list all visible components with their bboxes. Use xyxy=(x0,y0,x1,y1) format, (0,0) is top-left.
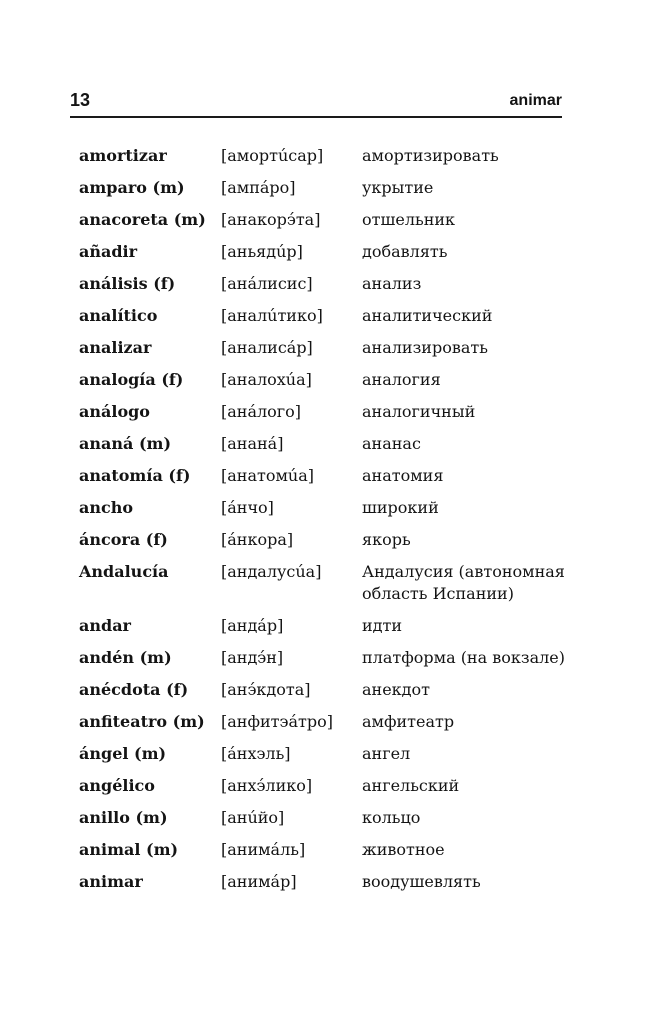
pronunciation: [анатомúа] xyxy=(221,466,314,485)
headword: ancho xyxy=(79,498,134,517)
pronunciation: [андáр] xyxy=(221,616,284,635)
dictionary-entry xyxy=(79,770,569,802)
pronunciation: [анимáль] xyxy=(221,840,306,859)
dictionary-entry xyxy=(79,610,569,642)
dictionary-entry xyxy=(79,172,569,204)
dictionary-entry xyxy=(79,802,569,834)
headword: análogo xyxy=(79,402,150,421)
pronunciation: [аньядúр] xyxy=(221,242,303,261)
headword: Andalucía xyxy=(79,562,169,581)
pronunciation: [анимáр] xyxy=(221,872,297,891)
headword: analogía (f) xyxy=(79,370,184,389)
dictionary-entry xyxy=(79,332,569,364)
dictionary-entry xyxy=(79,674,569,706)
headword: angélico xyxy=(79,776,155,795)
dictionary-entry xyxy=(79,428,569,460)
translation: отшельник xyxy=(362,210,456,229)
headword: animar xyxy=(79,872,143,891)
dictionary-entry xyxy=(79,524,569,556)
page-number: 13 xyxy=(70,90,91,110)
headword: analítico xyxy=(79,306,158,325)
pronunciation: [áнкора] xyxy=(221,530,294,549)
translation: анализ xyxy=(362,274,422,293)
dictionary-entry xyxy=(79,364,569,396)
dictionary-entry xyxy=(79,140,569,172)
pronunciation: [андалусúа] xyxy=(221,562,322,581)
translation: ананас xyxy=(362,434,421,453)
translation: аналогия xyxy=(362,370,441,389)
headword: ananá (m) xyxy=(79,434,172,453)
dictionary-entry xyxy=(79,300,569,332)
headword: anfiteatro (m) xyxy=(79,712,205,731)
pronunciation: [анэ́кдота] xyxy=(221,680,311,699)
dictionary-entry xyxy=(79,556,569,610)
translation: животное xyxy=(362,840,445,859)
dictionary-entry xyxy=(79,738,569,770)
pronunciation: [ананá] xyxy=(221,434,284,453)
headword: amortizar xyxy=(79,146,167,165)
translation: воодушевлять xyxy=(362,872,481,891)
translation: анализировать xyxy=(362,338,488,357)
page-header xyxy=(70,84,562,118)
dictionary-entry xyxy=(79,866,569,898)
translation: идти xyxy=(362,616,403,635)
translation: платформа (на вокзале) xyxy=(362,648,565,667)
translation: амортизировать xyxy=(362,146,499,165)
running-head: animar xyxy=(509,92,562,109)
translation: ангельский xyxy=(362,776,460,795)
pronunciation: [анúйо] xyxy=(221,808,285,827)
dictionary-entries xyxy=(79,140,569,898)
dictionary-entry xyxy=(79,236,569,268)
translation: аналитический xyxy=(362,306,493,325)
translation: кольцо xyxy=(362,808,421,827)
pronunciation: [анáлого] xyxy=(221,402,302,421)
dictionary-entry xyxy=(79,268,569,300)
pronunciation: [андэ́н] xyxy=(221,648,284,667)
pronunciation: [амортúсар] xyxy=(221,146,324,165)
dictionary-entry xyxy=(79,460,569,492)
headword: añadir xyxy=(79,242,138,261)
headword: analizar xyxy=(79,338,152,357)
headword: anatomía (f) xyxy=(79,466,191,485)
dictionary-entry xyxy=(79,492,569,524)
pronunciation: [áнчо] xyxy=(221,498,274,517)
translation: Андалусия (автономная область Испании) xyxy=(362,562,565,603)
translation: добавлять xyxy=(362,242,448,261)
headword: áncora (f) xyxy=(79,530,168,549)
headword: andar xyxy=(79,616,131,635)
pronunciation: [анáлисис] xyxy=(221,274,313,293)
translation: анекдот xyxy=(362,680,431,699)
translation: анатомия xyxy=(362,466,444,485)
headword: anacoreta (m) xyxy=(79,210,206,229)
headword: anillo (m) xyxy=(79,808,168,827)
dictionary-entry xyxy=(79,396,569,428)
translation: аналогичный xyxy=(362,402,476,421)
headword: animal (m) xyxy=(79,840,179,859)
pronunciation: [анакорэ́та] xyxy=(221,210,321,229)
pronunciation: [аналисáр] xyxy=(221,338,313,357)
translation: ангел xyxy=(362,744,411,763)
headword: andén (m) xyxy=(79,648,172,667)
headword: ángel (m) xyxy=(79,744,167,763)
pronunciation: [анфитэáтро] xyxy=(221,712,333,731)
dictionary-entry xyxy=(79,706,569,738)
dictionary-entry xyxy=(79,834,569,866)
dictionary-entry xyxy=(79,204,569,236)
headword: análisis (f) xyxy=(79,274,176,293)
translation: амфитеатр xyxy=(362,712,455,731)
translation: укрытие xyxy=(362,178,434,197)
pronunciation: [ампáро] xyxy=(221,178,296,197)
translation: широкий xyxy=(362,498,439,517)
headword: anécdota (f) xyxy=(79,680,189,699)
pronunciation: [анхэ́лико] xyxy=(221,776,313,795)
translation: якорь xyxy=(362,530,411,549)
pronunciation: [аналúтико] xyxy=(221,306,323,325)
dictionary-entry xyxy=(79,642,569,674)
pronunciation: [аналохúа] xyxy=(221,370,312,389)
pronunciation: [áнхэль] xyxy=(221,744,291,763)
headword: amparo (m) xyxy=(79,178,185,197)
